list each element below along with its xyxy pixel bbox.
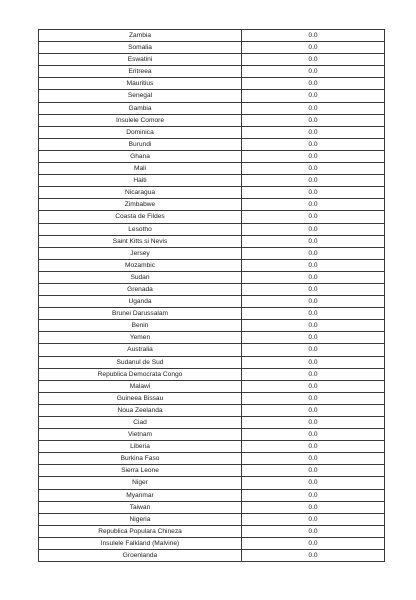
table-row xyxy=(39,54,385,66)
table-row xyxy=(39,163,385,175)
table-row xyxy=(39,513,385,525)
value-cell: 0.0 xyxy=(242,489,385,501)
country-cell: Yemen xyxy=(39,332,242,344)
value-cell: 0.0 xyxy=(242,356,385,368)
country-cell: Saint Kitts si Nevis xyxy=(39,235,242,247)
country-cell: Insulele Comore xyxy=(39,114,242,126)
table-row xyxy=(39,259,385,271)
value-cell: 0.0 xyxy=(242,465,385,477)
country-cell: Burkina Faso xyxy=(39,453,242,465)
value-cell: 0.0 xyxy=(242,441,385,453)
country-cell: Liberia xyxy=(39,441,242,453)
value-cell: 0.0 xyxy=(242,271,385,283)
country-value-table xyxy=(38,29,385,562)
value-cell: 0.0 xyxy=(242,126,385,138)
table-row xyxy=(39,537,385,549)
value-cell: 0.0 xyxy=(242,102,385,114)
value-cell: 0.0 xyxy=(242,332,385,344)
country-cell: Senegal xyxy=(39,90,242,102)
country-cell: Nigeria xyxy=(39,513,242,525)
value-cell: 0.0 xyxy=(242,513,385,525)
table-row xyxy=(39,344,385,356)
value-cell: 0.0 xyxy=(242,66,385,78)
country-cell: Insulele Falkland (Malvine) xyxy=(39,537,242,549)
table-row xyxy=(39,550,385,562)
table-row xyxy=(39,175,385,187)
country-cell: Haiti xyxy=(39,175,242,187)
country-cell: Eritreea xyxy=(39,66,242,78)
table-row xyxy=(39,42,385,54)
table-row xyxy=(39,429,385,441)
value-cell: 0.0 xyxy=(242,537,385,549)
country-cell: Eswatini xyxy=(39,54,242,66)
value-cell: 0.0 xyxy=(242,78,385,90)
table-row xyxy=(39,320,385,332)
value-cell: 0.0 xyxy=(242,211,385,223)
table-row xyxy=(39,78,385,90)
country-cell: Niger xyxy=(39,477,242,489)
country-cell: Malawi xyxy=(39,380,242,392)
value-cell: 0.0 xyxy=(242,344,385,356)
value-cell: 0.0 xyxy=(242,525,385,537)
value-cell: 0.0 xyxy=(242,54,385,66)
table-row xyxy=(39,138,385,150)
table-row xyxy=(39,453,385,465)
country-cell: Lesotho xyxy=(39,223,242,235)
country-cell: Uganda xyxy=(39,296,242,308)
value-cell: 0.0 xyxy=(242,259,385,271)
table-row xyxy=(39,211,385,223)
value-cell: 0.0 xyxy=(242,429,385,441)
country-cell: Dominica xyxy=(39,126,242,138)
country-cell: Nicaragua xyxy=(39,187,242,199)
country-cell: Ghana xyxy=(39,150,242,162)
value-cell: 0.0 xyxy=(242,392,385,404)
value-cell: 0.0 xyxy=(242,199,385,211)
table-row xyxy=(39,417,385,429)
value-cell: 0.0 xyxy=(242,223,385,235)
country-cell: Zimbabwe xyxy=(39,199,242,211)
table-row xyxy=(39,308,385,320)
table-row xyxy=(39,368,385,380)
country-cell: Republica Democrata Congo xyxy=(39,368,242,380)
table-row xyxy=(39,501,385,513)
table-row xyxy=(39,271,385,283)
country-cell: Guineea Bissau xyxy=(39,392,242,404)
country-cell: Groenlanda xyxy=(39,550,242,562)
value-cell: 0.0 xyxy=(242,550,385,562)
table-row xyxy=(39,356,385,368)
country-cell: Mali xyxy=(39,163,242,175)
value-cell: 0.0 xyxy=(242,417,385,429)
country-cell: Benin xyxy=(39,320,242,332)
country-cell: Burundi xyxy=(39,138,242,150)
table-row xyxy=(39,296,385,308)
value-cell: 0.0 xyxy=(242,296,385,308)
value-cell: 0.0 xyxy=(242,90,385,102)
value-cell: 0.0 xyxy=(242,150,385,162)
table-row xyxy=(39,392,385,404)
table-row xyxy=(39,380,385,392)
table-row xyxy=(39,114,385,126)
value-cell: 0.0 xyxy=(242,368,385,380)
table-row xyxy=(39,199,385,211)
table-row xyxy=(39,102,385,114)
value-cell: 0.0 xyxy=(242,163,385,175)
table-row xyxy=(39,465,385,477)
table-row xyxy=(39,247,385,259)
country-cell: Vietnam xyxy=(39,429,242,441)
country-cell: Taiwan xyxy=(39,501,242,513)
table-row xyxy=(39,525,385,537)
value-cell: 0.0 xyxy=(242,404,385,416)
table-row xyxy=(39,332,385,344)
country-cell: Gambia xyxy=(39,102,242,114)
value-cell: 0.0 xyxy=(242,501,385,513)
country-cell: Zambia xyxy=(39,30,242,42)
country-cell: Grenada xyxy=(39,283,242,295)
value-cell: 0.0 xyxy=(242,247,385,259)
value-cell: 0.0 xyxy=(242,380,385,392)
value-cell: 0.0 xyxy=(242,235,385,247)
value-cell: 0.0 xyxy=(242,30,385,42)
table-row xyxy=(39,187,385,199)
value-cell: 0.0 xyxy=(242,114,385,126)
country-cell: Republica Populara Chineza xyxy=(39,525,242,537)
country-cell: Sudanul de Sud xyxy=(39,356,242,368)
value-cell: 0.0 xyxy=(242,42,385,54)
country-cell: Noua Zeelanda xyxy=(39,404,242,416)
value-cell: 0.0 xyxy=(242,138,385,150)
country-cell: Coasta de Fildes xyxy=(39,211,242,223)
table-row xyxy=(39,283,385,295)
value-cell: 0.0 xyxy=(242,187,385,199)
value-cell: 0.0 xyxy=(242,453,385,465)
table-row xyxy=(39,223,385,235)
country-cell: Jersey xyxy=(39,247,242,259)
value-cell: 0.0 xyxy=(242,308,385,320)
country-cell: Mozambic xyxy=(39,259,242,271)
table-row xyxy=(39,441,385,453)
table-row xyxy=(39,477,385,489)
country-cell: Sudan xyxy=(39,271,242,283)
country-cell: Ciad xyxy=(39,417,242,429)
table-row xyxy=(39,90,385,102)
table-row xyxy=(39,66,385,78)
table-row xyxy=(39,126,385,138)
country-cell: Myanmar xyxy=(39,489,242,501)
value-cell: 0.0 xyxy=(242,320,385,332)
table-row xyxy=(39,489,385,501)
value-cell: 0.0 xyxy=(242,477,385,489)
table-row xyxy=(39,30,385,42)
country-cell: Brunei Darussalam xyxy=(39,308,242,320)
value-cell: 0.0 xyxy=(242,175,385,187)
table-body xyxy=(39,30,385,562)
table-row xyxy=(39,150,385,162)
table-row xyxy=(39,404,385,416)
country-cell: Australia xyxy=(39,344,242,356)
country-cell: Somalia xyxy=(39,42,242,54)
country-cell: Mauritius xyxy=(39,78,242,90)
country-cell: Sierra Leone xyxy=(39,465,242,477)
value-cell: 0.0 xyxy=(242,283,385,295)
table-row xyxy=(39,235,385,247)
